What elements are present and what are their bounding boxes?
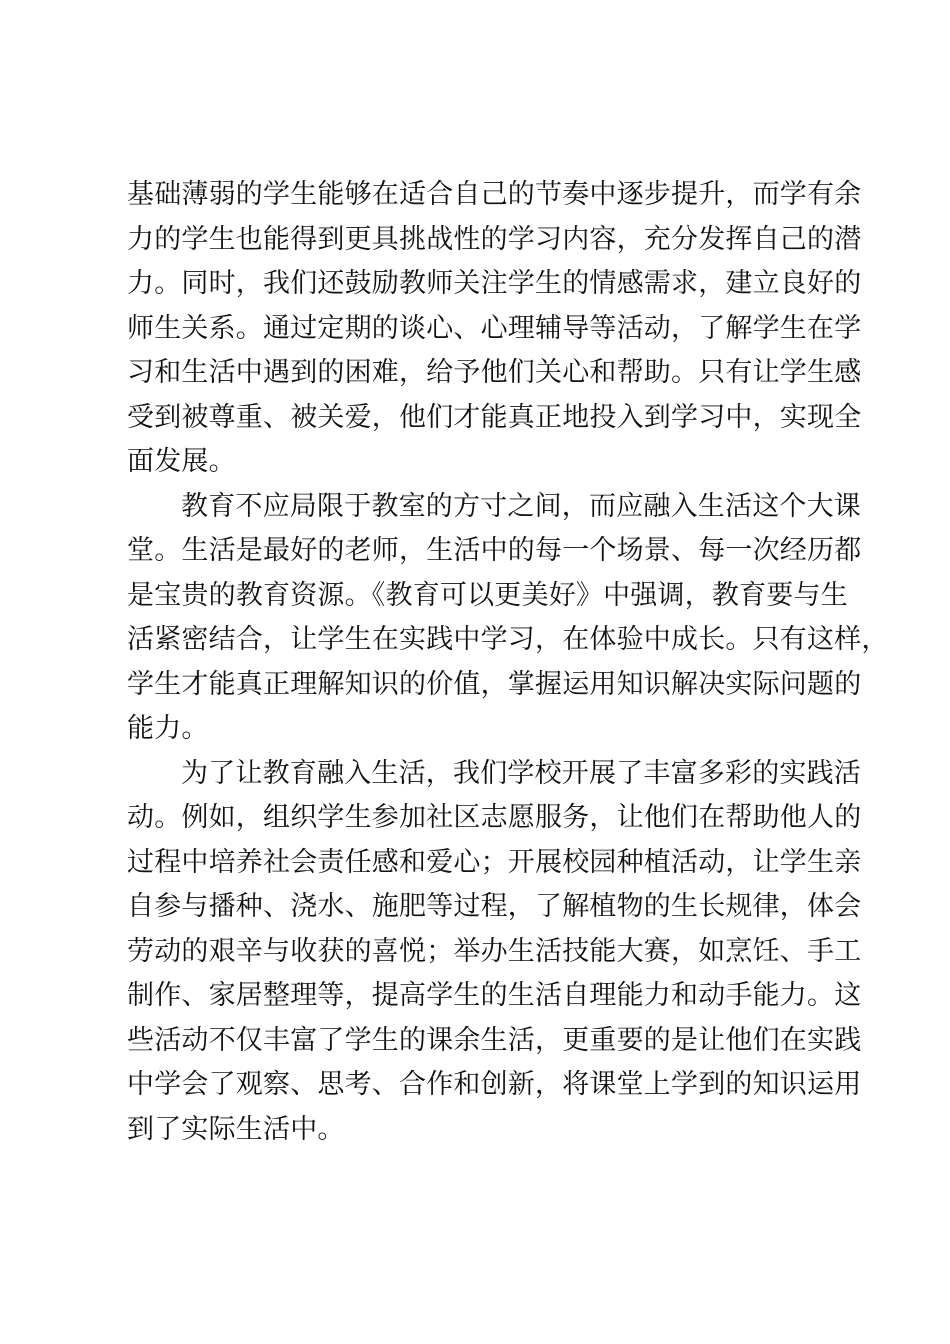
text-line: 中学会了观察、思考、合作和创新，将课堂上学到的知识运用	[127, 1069, 862, 1100]
document-body	[127, 173, 889, 1152]
text-line: 习和生活中遇到的困难，给予他们关心和帮助。只有让学生感	[127, 357, 862, 388]
paragraph-1	[127, 173, 862, 485]
text-line: 堂。生活是最好的老师，生活中的每一个场景、每一次经历都	[127, 535, 862, 566]
text-line: 受到被尊重、被关爱，他们才能真正地投入到学习中，实现全	[127, 401, 862, 433]
text-line: 教育不应局限于教室的方寸之间，而应融入生活这个大课	[181, 490, 861, 522]
text-line: 劳动的艰辛与收获的喜悦；举办生活技能大赛，如烹饪、手工	[127, 935, 862, 967]
text-line: 基础薄弱的学生能够在适合自己的节奏中逐步提升，而学有余	[127, 179, 862, 210]
text-line: 力的学生也能得到更具挑战性的学习内容，充分发挥自己的潜	[127, 223, 862, 255]
text-line: 师生关系。通过定期的谈心、心理辅导等活动，了解学生在学	[127, 312, 862, 344]
text-line: 过程中培养社会责任感和爱心；开展校园种植活动，让学生亲	[127, 846, 862, 878]
text-line: 能力。	[127, 713, 209, 744]
text-line: 到了实际生活中。	[127, 1113, 345, 1145]
paragraph-3	[127, 752, 862, 1153]
paragraph-2	[127, 485, 889, 752]
text-line: 活紧密结合，让学生在实践中学习，在体验中成长。只有这样，	[127, 624, 889, 655]
text-line: 些活动不仅丰富了学生的课余生活，更重要的是让他们在实践	[127, 1024, 862, 1056]
text-line: 自参与播种、浇水、施肥等过程，了解植物的生长规律，体会	[127, 891, 862, 922]
text-line: 力。同时，我们还鼓励教师关注学生的情感需求，建立良好的	[127, 268, 862, 299]
text-line: 制作、家居整理等，提高学生的生活自理能力和动手能力。这	[127, 980, 862, 1011]
text-line: 动。例如，组织学生参加社区志愿服务，让他们在帮助他人的	[127, 802, 862, 833]
text-line: 为了让教育融入生活，我们学校开展了丰富多彩的实践活	[181, 757, 861, 789]
text-line: 学生才能真正理解知识的价值，掌握运用知识解决实际问题的	[127, 668, 862, 700]
text-line: 是宝贵的教育资源。《教育可以更美好》中强调，教育要与生	[127, 579, 848, 611]
text-line: 面发展。	[127, 446, 236, 477]
